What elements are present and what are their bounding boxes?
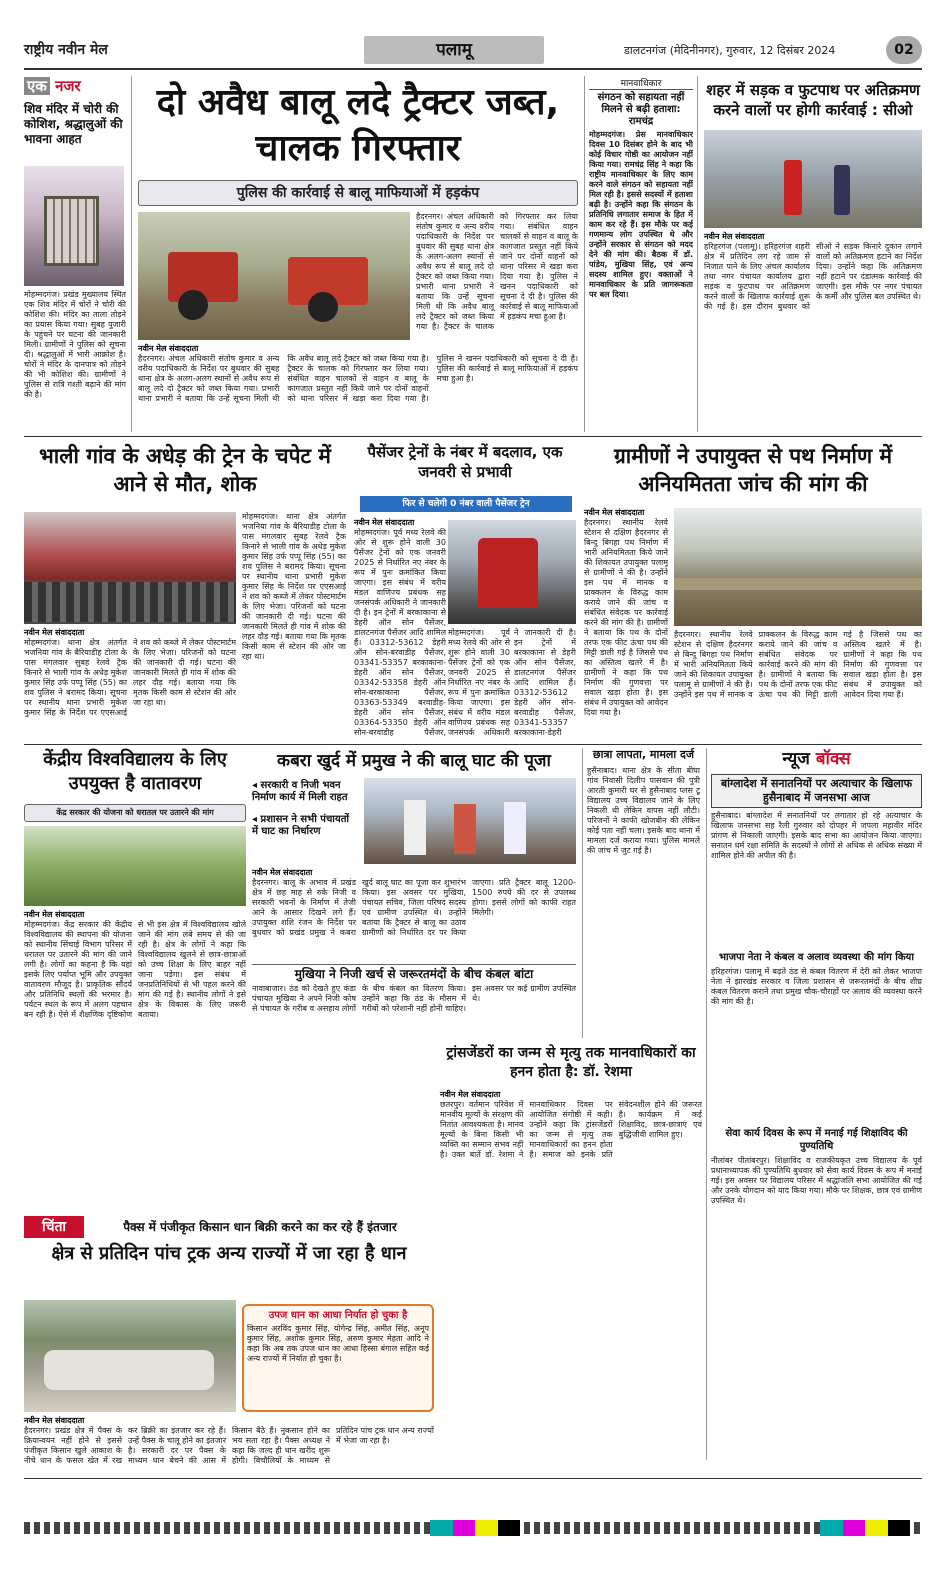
lead-headline: दो अवैध बालू लदे ट्रैक्टर जब्त, चालक गिरफ्तार [156,82,560,169]
color-swatches-right [820,1520,910,1536]
kabra-byline: नवीन मेल संवाददाता [252,868,313,877]
sadak-body-wrap [704,232,922,432]
transgender-headline: ट्रांसजेंडरों का जन्म से मृत्यु तक मानवाधिकारों का हनन होता है: डॉ. रेशमा [446,1045,696,1080]
color-swatches-left [430,1520,520,1536]
lead-body-wrap [138,344,578,434]
transgender-body-wrap [440,1090,702,1460]
page-number [886,36,922,64]
triangle-bullet-icon: ◂ [252,780,261,791]
footer-rule [24,1478,922,1479]
kabra-body: हैदरनगर। बालू के अभाव में प्रखंड क्षेत्र में छह माह से रुके निजी व सरकारी भवनों के निर्माण में तेजी आने के आसार दिखने लगे हैं। उपायुक्त शशि रंजन के निर्देश पर बुधवार को प्रखंड प्रमुख ने कबरा खुर्द बालू घाट का पूजा कर शुभारंभ किया। इस अवसर पर मुखिया, पंचायत सचिव, जिला परिषद सदस्य एवं ग्रामीण उपस्थित थे। उन्होंने बताया कि ट्रैक्टर से बालू का उठाव ग्रामीणों को निर्धारित दर पर किया जाएगा। प्रति ट्रैक्टर बालू 1200-1500 रुपये की दर से उपलब्ध होगा। इससे लोगों को काफी राहत मिलेगी। [252,878,576,937]
box-label: बॉक्स [815,749,851,769]
gramin-headline: ग्रामीणों ने उपायुक्त से पथ निर्माण में अनियमितता जांच की मांग की [613,444,893,496]
chinta-label: चिंता [24,1216,84,1238]
chhatra-box [582,748,700,1038]
chinta-callout [242,1304,434,1412]
news-box-h2: भाजपा नेता ने कंबल व अलाव व्यवस्था की मांग किया [719,952,914,963]
passenger-body-continued: मोहम्मदगंज। पूर्व मध्य रेलवे की ओर से शुरू होने वाली 30 पैसेंजर ट्रेनों को एक जनवरी 2025 से निर्धारित नए नंबर के रूप में पुनः क्रमांकित किया जाएगा। इस संबंध में वरीय मंडल वाणिज्य प्रबंधक सह जनसंपर्क अधिकारी ने जानकारी दी है। इन ट्रेनों में बरकाकाना से डेहरी ऑन सोन पैसेंजर, डालटनगंज पैसेंजर आदि शामिल हैं। 03312-53612 डेहरी ऑन सोन-बरवाडीह पैसेंजर, 03341-53357 बरकाकाना-डेहरी [448,628,576,737]
chinta-byline: नवीन मेल संवाददाता [24,1416,85,1425]
news-box [706,748,922,1460]
kendriya-body: मोहम्मदगंज। केंद्र सरकार की केंद्रीय विश्वविद्यालय की स्थापना की योजना को स्थानीय सिंचाई विभाग परिसर में धरातल पर उतारने की मांग की जाने लगी है। लोगों का कहना है कि यहां इसके लिए पर्याप्त भूमि और उपयुक्त वातावरण मौजूद है। प्राकृतिक सौंदर्य और प्रतिनिधि स्थलों की भरमार है। पर्यटन स्थल के रूप में अलग पहचान बन रही है। ऐसे में शैक्षणिक दृष्टिकोण से भी इस क्षेत्र में विश्वविद्यालय खोले जाने की मांग लंबे समय से की जा रही है। क्षेत्र के लोगों ने कहा कि विश्वविद्यालय खुलने से छात्र-छात्राओं को उच्च शिक्षा के लिए बाहर नहीं जाना पड़ेगा। इस संबंध में जनप्रतिनिधियों से भी पहल करने की मांग की गई है। स्थानीय लोगों ने इसे क्षेत्र के विकास के लिए जरूरी बताया। [24,920,246,1019]
nazar-label: नजर [55,77,81,95]
chinta-callout-title: उपज धान का आधा निर्यात हो चुका है [268,1310,408,1321]
passenger-body: मोहम्मदगंज। पूर्व मध्य रेलवे की ओर से शुरू होने वाली 30 पैसेंजर ट्रेनों को एक जनवरी 2025 से निर्धारित नए नंबर के रूप में पुनः क्रमांकित किया जाएगा। इस संबंध में वरीय मंडल वाणिज्य प्रबंधक सह जनसंपर्क अधिकारी ने जानकारी दी है। इन ट्रेनों में बरकाकाना से डेहरी ऑन सोन पैसेंजर, डालटनगंज पैसेंजर आदि शामिल हैं। 03312-53612 डेहरी ऑन सोन-बरवाडीह पैसेंजर, 03341-53357 बरकाकाना-डेहरी ऑन सोन पैसेंजर, 03342-53358 डेहरी ऑन सोन-बरकाकाना पैसेंजर, 03363-53349 बरवाडीह-डेहरी ऑन सोन पैसेंजर, 03364-53350 डेहरी ऑन सोन-बरवाडीह पैसेंजर, [354,528,446,736]
kabra-headline: कबरा खुर्द में प्रमुख ने की बालू घाट की पूजा [277,751,551,771]
kabra-bullet-1 [252,780,358,804]
passenger-photo [448,520,576,624]
manav-box [584,76,698,432]
lead-body-continued: हैदरनगर। अंचल अधिकारी संतोष कुमार व अन्य वरीय पदाधिकारी के निर्देश पर बुधवार की सुबह थाना क्षेत्र के अलग-अलग स्थानों से अवैध रूप से बालू लदे दो ट्रैक्टर को जब्त किया गया। प्रभारी थाना प्रभारी ने बताया कि उन्हें सूचना मिली थी कि अवैध बालू लदे ट्रैक्टर को जब्त किया गया है। ट्रैक्टर के चालक को गिरफ्तार कर लिया गया। संबंधित वाहन चालकों से वाहन व बालू के कागजात प्रस्तुत नहीं किये जाने पर दोनों वाहनों को थाना परिसर में खड़ा करा दिया गया है। पुलिस ने खनन पदाधिकारी को सूचना दे दी है। पुलिस की कार्रवाई से बालू माफियाओं में हड़कंप मचा हुआ है। [416,212,578,331]
transgender-body: छतरपुर। वर्तमान परिवेश में मानवीय मूल्यों के संरक्षण की नितांत आवश्यकता है। मानव मूल्यों के बिना किसी भी व्यक्ति का सम्मान संभव नहीं है। उक्त बातें डॉ. रेशमा ने मानवाधिकार दिवस पर आयोजित संगोष्ठी में कही। उन्होंने कहा कि ट्रांसजेंडरों का जन्म से मृत्यु तक मानवाधिकारों का हनन होता है। समाज को इनके प्रति संवेदनशील होने की जरूरत है। कार्यक्रम में कई शिक्षाविद, छात्र-छात्राएं एवं बुद्धिजीवी शामिल हुए। [440,1100,702,1159]
train-photo [24,512,236,624]
news-box-b3: नीलांबर पीतांबरपुर। शिक्षाविद व राजकीयकृत उच्च विद्यालय के पूर्व प्रधानाध्यापक की पुण्यतिथि बुधवार को सेवा कार्य दिवस के रूप में मनाई गई। इस अवसर पर विद्यालय परिसर में श्रद्धांजलि सभा आयोजित की गई और उनके योगदान को याद किया गया। मौके पर शिक्षक, छात्र एवं ग्रामीण उपस्थित थे। [711,1156,922,1205]
gramin-body-bottom [674,630,922,740]
passenger-strap: फिर से चलेगी 0 नंबर वाली पैसेंजर ट्रेन [360,496,572,512]
kendriya-strap: केंद्र सरकार की योजना को धरातल पर उतारने की मांग [24,804,246,822]
passenger-headline: पैसेंजर ट्रेनों के नंबर में बदलाव, एक जनवरी से प्रभावी [367,443,563,481]
ek-nazar-headline: शिव मंदिर में चोरी की कोशिश, श्रद्धालुओं की भावना आहत [24,102,123,146]
section-title: पलामू [436,40,472,60]
tractor-photo [138,212,410,340]
chinta-body: हैदरनगर। प्रखंड क्षेत्र में पैक्स के क्रियान्वयन नहीं होने से इससे पंजीकृत किसान खुले आकाश के नीचे धान के फसल खेत में रख कर ब्रिक्री का इंतजार कर रहे हैं। उन्हें पैक्स के चालू होने का इंतजार है। सरकारी दर पर पैक्स के माध्यम धान बेचने की आस में किसान बैठे हैं। नुकसान होने का भय सता रहा है। पैक्स अध्यक्ष ने कहा कि जल्द ही धान खरीद शुरू होगी। बिचौलियों के माध्यम से प्रतिदिन पांच ट्रक धान अन्य राज्यों में भेजा जा रहा है। [24,1426,434,1465]
mukhiya-body: नावाबाजार। ठंड को देखते हुए कंडा पंचायत मुखिया ने अपने निजी कोष से पंचायत के गरीब व असहाय लोगों के बीच कंबल का वितरण किया। उन्होंने कहा कि ठंड के मौसम में गरीबों को परेशानी नहीं होनी चाहिए। इस अवसर पर कई ग्रामीण उपस्थित थे। [252,984,576,1013]
bhali-body-wrap [24,628,236,740]
road-photo [674,508,922,626]
passenger-body-bottom [448,628,576,740]
bhali-body-continued: मोहम्मदगंज। थाना क्षेत्र अंतर्गत भजनिया गांव के बैरियाडीह टोला के पास मंगलवार सुबह रेलवे ट्रैक किनारे से भाली गांव के अधेड़ मुकेश कुमार सिंह उर्फ पप्पू सिंह (55) का शव पुलिस ने बरामद किया। सूचना पर स्थानीय थाना प्रभारी मुकेश कुमार सिंह के निर्देश पर एएसआई ने शव को कब्जे में लेकर पोस्टमार्टम के लिए भेजा। परिजनों को घटना की जानकारी दी गई। घटना की जानकारी मिलते ही गांव में शोक की लहर दौड़ गई। बताया गया कि मृतक किसी काम से स्टेशन की ओर जा रहा था। [242,512,346,661]
chinta-body-wrap [24,1416,434,1476]
masthead [24,36,922,66]
gramin-body-wrap [584,508,668,740]
sadak-body: हरिहरगंज (पलामू)। हरिहरगंज शहरी क्षेत्र में प्रतिदिन लग रहे जाम से निजात पाने के लिए अंचल कार्यालय तथा नगर पंचायत कार्यालय द्वारा सड़क व फुटपाथ पर अतिक्रमण करने वालों के खिलाफ कार्रवाई शुरू की गई है। इस दौरान बुधवार को सीओ ने सड़क किनारे दुकान लगाने वालों को अतिक्रमण हटाने का निर्देश दिया। उन्होंने कहा कि अतिक्रमण नहीं हटाने पर दंडात्मक कार्रवाई की जाएगी। इस मौके पर नगर पंचायत के कर्मी और पुलिस बल उपस्थित थे। [704,242,922,311]
kendriya-byline: नवीन मेल संवाददाता [24,910,85,919]
news-box-b2: हरिहरगंज। पलामू में बढ़ते ठंड से कंबल वितरण में देरी को लेकर भाजपा नेता ने झारखंड सरकार व जिला प्रशासन से जरूरतमंदों के बीच शीघ्र कंबल वितरण कराने तथा प्रमुख चौक-चौराहों पर अलाव की व्यवस्था करने की मांग की है। [711,967,922,1006]
gramin-byline: नवीन मेल संवाददाता [584,508,645,517]
sadak-headline: शहर में सड़क व फुटपाथ पर अतिक्रमण करने वालों पर होगी कार्रवाई : सीओ [706,81,920,119]
bhali-body: मोहम्मदगंज। थाना क्षेत्र अंतर्गत भजनिया गांव के बैरियाडीह टोला के पास मंगलवार सुबह रेलवे ट्रैक किनारे से भाली गांव के अधेड़ मुकेश कुमार सिंह उर्फ पप्पू सिंह (55) का शव पुलिस ने बरामद किया। सूचना पर स्थानीय थाना प्रभारी मुकेश कुमार सिंह के निर्देश पर एएसआई ने शव को कब्जे में लेकर पोस्टमार्टम के लिए भेजा। परिजनों को घटना की जानकारी दी गई। घटना की जानकारी मिलते ही गांव में शोक की लहर दौड़ गई। बताया गया कि मृतक किसी काम से स्टेशन की ओर जा रहा था। [24,638,236,717]
kabra-body-wrap [252,868,576,960]
news-label: न्यूज [782,749,810,769]
row2-rule [24,744,922,745]
mukhiya-headline: मुखिया ने निजी खर्च से जरूरतमंदों के बीच कंबल बांटा [294,967,534,981]
kabra-photo [364,778,576,864]
lead-strap: पुलिस की कार्रवाई से बालू माफियाओं में हड़कंप [138,180,578,206]
mukhiya-box [252,964,576,1038]
temple-photo [24,166,124,286]
sadak-photo [704,130,922,228]
chinta-headline: क्षेत्र से प्रतिदिन पांच ट्रक अन्य राज्यों में जा रहा है धान [51,1243,407,1264]
dateline: डालटनगंज (मेदिनीनगर), गुरुवार, 12 दिसंबर 2024 [624,44,836,57]
university-photo [24,826,246,906]
news-box-h1: बांग्लादेश में सनातनियों पर अत्याचार के खिलाफ हुसैनाबाद में जनसभा आज [711,774,922,808]
passenger-body-wrap [354,518,446,740]
news-box-h3: सेवा कार्य दिवस के रूप में मनाई गई शिक्षाविद की पुण्यतिथि [725,1128,908,1152]
kendriya-body-wrap [24,910,246,1210]
kabra-bullet-2 [252,814,358,838]
gramin-body: हैदरनगर। स्थानीय रेलवे स्टेशन से दक्षिण हैदरनगर से बिन्दु बिगहा पथ निर्माण में भारी अनियमितता किये जाने की शिकायत उपायुक्त पलामू से ग्रामीणों ने की है। उन्होंने इस पथ में मानक व प्राक्कलन के विरुद्ध काम कराये जाने की जांच व संबंधित संवेदक पर कार्रवाई करने की मांग की है। ग्रामीणों ने बताया कि पथ के दोनों तरफ एक फीट ऊंचा पथ की मिट्टी डाली गई है जिससे पथ का अस्तित्व खतरे में है। ग्रामीणों ने कहा कि पथ निर्माण की गुणवत्ता पर सवाल खड़ा होता है। इस संबंध में उपायुक्त को आवेदन दिया गया है। [584,518,668,717]
chhatra-headline: छात्रा लापता, मामला दर्ज [592,748,695,761]
lead-body: हैदरनगर। अंचल अधिकारी संतोष कुमार व अन्य वरीय पदाधिकारी के निर्देश पर बुधवार की सुबह थाना क्षेत्र के अलग-अलग स्थानों से अवैध रूप से बालू लदे दो ट्रैक्टर को जब्त किया गया। प्रभारी थाना प्रभारी ने बताया कि उन्हें सूचना मिली थी कि अवैध बालू लदे ट्रैक्टर को जब्त किया गया है। ट्रैक्टर के चालक को गिरफ्तार कर लिया गया। संबंधित वाहन चालकों से वाहन व बालू के कागजात प्रस्तुत नहीं किये जाने पर दोनों वाहनों को थाना परिसर में खड़ा करा दिया गया है। पुलिस ने खनन पदाधिकारी को सूचना दे दी है। पुलिस की कार्रवाई से बालू माफियाओं में हड़कंप मचा हुआ है। [138,354,578,403]
gramin-body-continued: हैदरनगर। स्थानीय रेलवे स्टेशन से दक्षिण हैदरनगर से बिन्दु बिगहा पथ निर्माण में भारी अनियमितता किये जाने की शिकायत उपायुक्त पलामू से ग्रामीणों ने की है। उन्होंने इस पथ में मानक व प्राक्कलन के विरुद्ध काम कराये जाने की जांच व संबंधित संवेदक पर कार्रवाई करने की मांग की है। ग्रामीणों ने बताया कि पथ के दोनों तरफ एक फीट ऊंचा पथ की मिट्टी डाली गई है जिससे पथ का अस्तित्व खतरे में है। ग्रामीणों ने कहा कि पथ निर्माण की गुणवत्ता पर सवाल खड़ा होता है। इस संबंध में उपायुक्त को आवेदन दिया गया है। [674,630,922,699]
lead-body-right [416,212,578,340]
row1-rule [24,436,922,437]
ek-nazar-body: मोहम्मदगंज। प्रखंड मुख्यालय स्थित एक शिव मंदिर में चोरों ने चोरी की कोशिश की। मंदिर का ताला तोड़ने का प्रयास किया गया। सुबह पुजारी के पहुंचने पर घटना की जानकारी मिली। ग्रामीणों ने पुलिस को सूचना दी। श्रद्धालुओं में भारी आक्रोश है। चोरों ने मंदिर के दानपात्र को तोड़ने की भी कोशिश की। ग्रामीणों ने पुलिस से रात्रि गश्ती बढ़ाने की मांग की है। [24,290,126,399]
section-tab [364,36,544,64]
ek-nazar-box [24,76,132,432]
news-box-b1: हुसैनाबाद। बांग्लादेश में सनातनियों पर लगातार हो रहे अत्याचार के खिलाफ जनसभा सह रैली गुरुवार को दोपहर में जपला महावीर मंदिर प्रांगण से निकाली जाएगी। इसके बाद सभा का आयोजन किया जाएगा। सनातन धर्म रक्षा समिति के सदस्यों ने लोगों से अधिक से अधिक संख्या में शामिल होने की अपील की है। [711,811,922,860]
transgender-byline: नवीन मेल संवाददाता [440,1090,501,1099]
sadak-byline: नवीन मेल संवाददाता [704,232,765,241]
manav-kicker: मानवाधिकार [589,76,693,90]
paper-name: राष्ट्रीय नवीन मेल [24,42,108,58]
page-number-text: 02 [894,42,914,58]
chhatra-body: हुसैनाबाद। थाना क्षेत्र के सीता बीघा गांव निवासी दिलीप पासवान की पुत्री आरती कुमारी घर से हुसैनाबाद प्लस टू विद्यालय उच्च विद्यालय जाने के लिए निकली थी लेकिन वापस नहीं लौटी। परिजनों ने काफी खोजबीन की लेकिन कोई पता नहीं चला। इसके बाद थाना में मामला दर्ज कराया गया। पुलिस मामले की जांच में जुट गई है। [587,766,700,855]
bhali-byline: नवीन मेल संवाददाता [24,628,85,637]
paddy-photo [24,1300,236,1412]
passenger-byline: नवीन मेल संवाददाता [354,518,415,527]
lead-byline: नवीन मेल संवाददाता [138,344,199,353]
ek-nazar-label [24,76,131,96]
manav-headline: संगठन को सहायता नहीं मिलने से बढ़ी हताशा: रामचंद्र [597,92,685,127]
triangle-bullet-icon: ◂ [252,814,261,825]
ek-label: एक [24,77,50,95]
manav-body: मोहम्मदगंज। प्रेस मानवाधिकार दिवस 10 दिसंबर होने के बाद भी कोई विधार गोष्ठी का आयोजन नहीं किया गया। रामचंद्र सिंह ने कहा कि राष्ट्रीय मानवाधिकार के लिए काम करने वाले संगठन को सहायता नहीं मिल रही है। इससे सदस्यों में हताशा बढ़ी है। उन्होंने कहा कि संगठन के प्रतिनिधि लगातार समाज के हित में काम कर रहे हैं। इस मौके पर कई गणमान्य लोग उपस्थित थे और उन्होंने सरकार से संगठन को मदद देने की मांग की। बैठक में डॉ. पांडेय, मुखिया सिंह, एवं अन्य सदस्य शामिल हुए। वक्ताओं ने मानवाधिकार के प्रति जागरूकता पर बल दिया। [589,130,693,299]
kabra-bullet-2-text: प्रशासन ने सभी पंचायतों में घाट का निर्धारण [252,814,349,837]
bhali-body-right [242,512,346,740]
kendriya-headline: केंद्रीय विश्वविद्यालय के लिए उपयुक्त है वातावरण [43,749,227,794]
news-box-label [711,748,922,770]
masthead-rule [24,68,922,70]
chinta-kicker: पैक्स में पंजीकृत किसान धान बिक्री करने का कर रहे हैं इंतजार [123,1220,397,1234]
bhali-headline: भाली गांव के अधेड़ की ट्रेन के चपेट में आने से मौत, शोक [39,444,331,496]
kabra-bullet-1-text: सरकारी व निजी भवन निर्माण कार्य में मिली राहत [252,780,348,803]
chinta-callout-body: किसान अरविंद कुमार सिंह, योगेन्द्र सिंह, अमीत सिंह, अनूप कुमार सिंह, अशोक कुमार सिंह, अरुण कुमार मेहता आदि ने कहा कि अब तक उपज धान का आधा हिस्सा बंगाल सहित कई अन्य राज्यों में निर्यात हो चुका है। [247,1324,429,1363]
